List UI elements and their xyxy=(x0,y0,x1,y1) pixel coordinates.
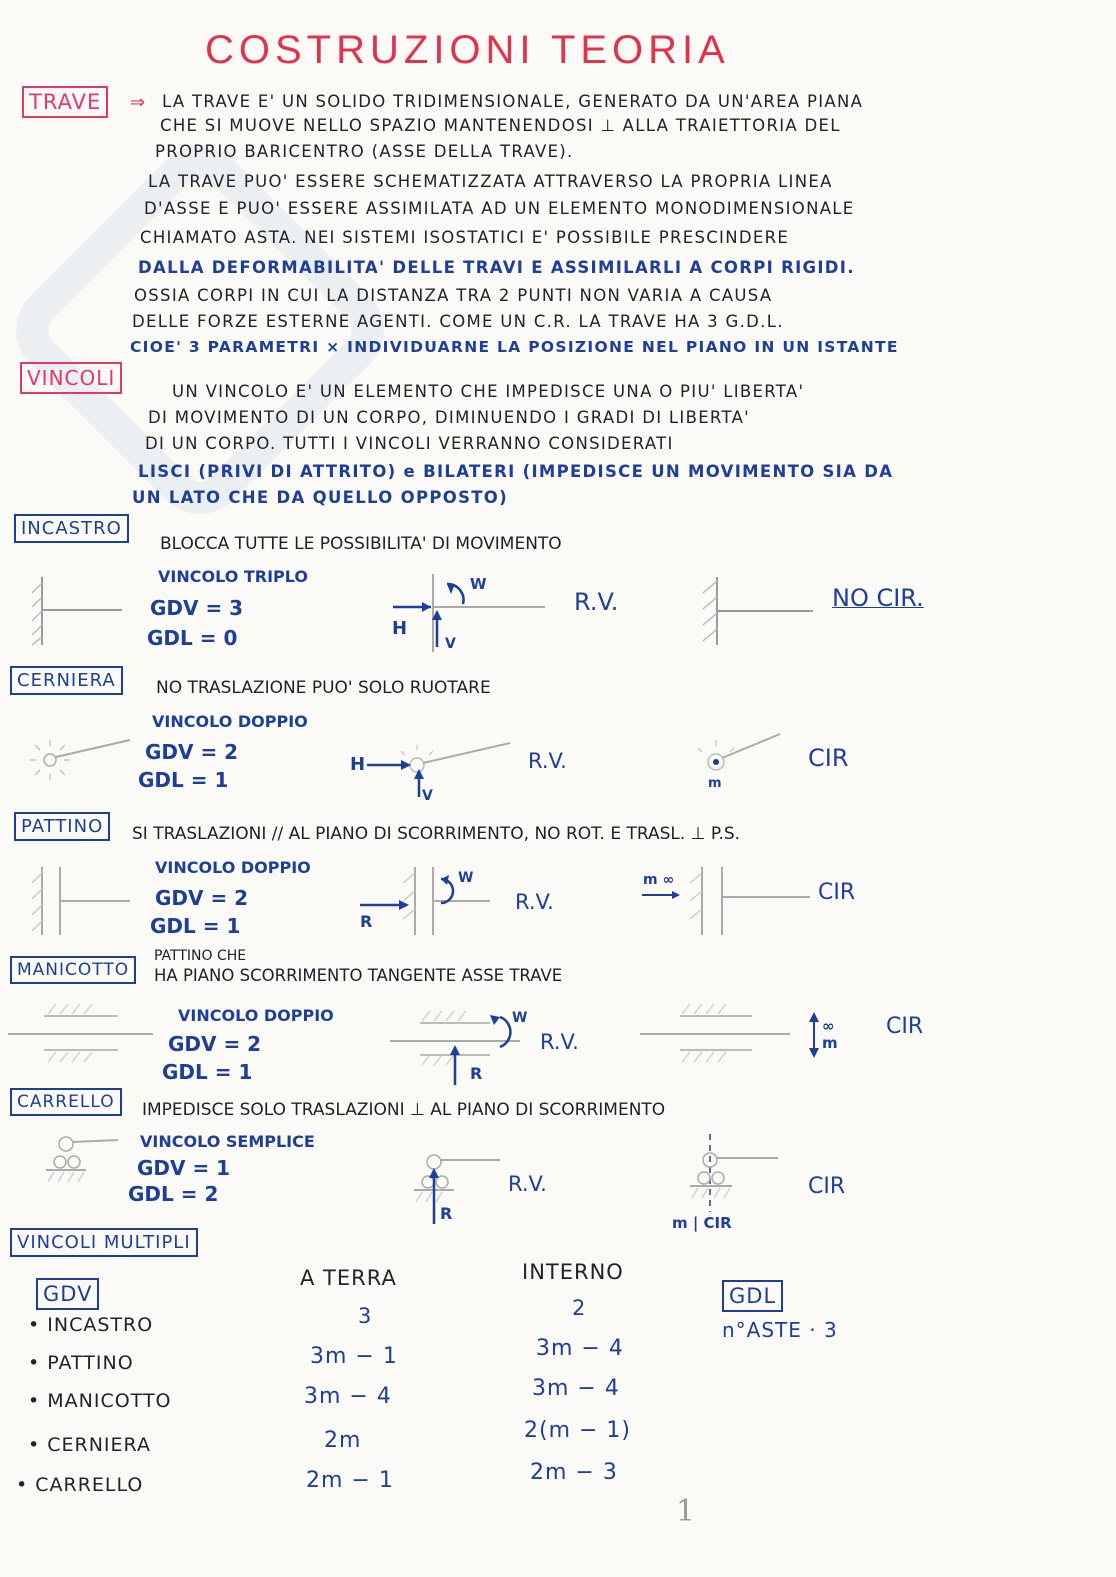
row-manicotto-name: • MANICOTTO xyxy=(28,1390,172,1412)
incastro-force-w: W xyxy=(470,575,487,593)
manicotto-force-w: W xyxy=(512,1010,528,1026)
col-a-terra: A TERRA xyxy=(300,1266,397,1290)
trave-label: TRAVE xyxy=(22,86,108,118)
row-pattino-terra: 3m − 1 xyxy=(310,1344,398,1369)
pattino-cir-sub: m ∞ xyxy=(643,872,675,888)
incastro-label: INCASTRO xyxy=(14,514,129,543)
trave-line-10: CIOE' 3 PARAMETRI × INDIVIDUARNE LA POSIZIONE NEL PIANO IN UN ISTANTE xyxy=(130,338,899,356)
row-pattino-interno: 3m − 4 xyxy=(536,1336,624,1361)
carrello-sketch xyxy=(38,1130,128,1200)
trave-line-7: DALLA DEFORMABILITA' DELLE TRAVI E ASSIMILARLI A CORPI RIGIDI. xyxy=(138,258,855,277)
incastro-cir-sketch xyxy=(695,575,825,650)
manicotto-label: MANICOTTO xyxy=(10,956,136,984)
carrello-gdv: GDV = 1 xyxy=(137,1156,231,1180)
trave-line-5: D'ASSE E PUO' ESSERE ASSIMILATA AD UN ELEMENTO MONODIMENSIONALE xyxy=(144,199,855,218)
cerniera-type: VINCOLO DOPPIO xyxy=(152,712,308,731)
trave-line-2: CHE SI MUOVE NELLO SPAZIO MANTENENDOSI ⊥ ALLA TRAIETTORIA DEL xyxy=(160,116,841,135)
pattino-rv: R.V. xyxy=(515,890,554,914)
incastro-gdv: GDV = 3 xyxy=(150,596,244,620)
manicotto-cir-sub: ∞ m xyxy=(822,1017,838,1052)
pattino-gdl: GDL = 1 xyxy=(150,914,241,938)
manicotto-cir: CIR xyxy=(886,1014,924,1039)
row-cerniera-terra: 2m xyxy=(324,1428,362,1453)
multipli-gdl-formula: n°ASTE · 3 xyxy=(722,1318,838,1342)
manicotto-gdv: GDV = 2 xyxy=(168,1032,262,1056)
vincoli-line-4: LISCI (PRIVI DI ATTRITO) e BILATERI (IMPEDISCE UN MOVIMENTO SIA DA xyxy=(138,462,894,481)
cerniera-force-v: V xyxy=(422,788,433,804)
cerniera-cir-sub: m xyxy=(708,776,722,791)
manicotto-gdl: GDL = 1 xyxy=(162,1060,253,1084)
manicotto-force-r: R xyxy=(470,1064,483,1083)
pattino-type: VINCOLO DOPPIO xyxy=(155,858,311,877)
manicotto-type: VINCOLO DOPPIO xyxy=(178,1006,334,1025)
pattino-rv-sketch xyxy=(355,865,495,940)
cerniera-gdl: GDL = 1 xyxy=(138,768,229,792)
cerniera-cir-sketch xyxy=(690,730,790,795)
page-number: 1 xyxy=(676,1494,696,1529)
carrello-rv: R.V. xyxy=(508,1172,547,1196)
trave-line-4: LA TRAVE PUO' ESSERE SCHEMATIZZATA ATTRAVERSO LA PROPRIA LINEA xyxy=(148,172,833,191)
carrello-type: VINCOLO SEMPLICE xyxy=(140,1132,315,1151)
multipli-gdv-label: GDV xyxy=(36,1278,99,1310)
row-carrello-terra: 2m − 1 xyxy=(306,1468,394,1493)
manicotto-sketch xyxy=(8,1000,158,1070)
vincoli-line-2: DI MOVIMENTO DI UN CORPO, DIMINUENDO I GRADI DI LIBERTA' xyxy=(148,408,750,427)
carrello-force-r: R xyxy=(440,1204,453,1223)
trave-line-3: PROPRIO BARICENTRO (ASSE DELLA TRAVE). xyxy=(155,142,574,161)
row-cerniera-interno: 2(m − 1) xyxy=(524,1418,632,1443)
vincoli-line-5: UN LATO CHE DA QUELLO OPPOSTO) xyxy=(132,488,508,507)
carrello-cir-sketch xyxy=(668,1132,788,1217)
carrello-rv-sketch xyxy=(400,1148,510,1228)
pattino-cir: CIR xyxy=(818,880,856,905)
pattino-label: PATTINO xyxy=(14,812,110,841)
vincoli-line-1: UN VINCOLO E' UN ELEMENTO CHE IMPEDISCE UNA O PIU' LIBERTA' xyxy=(172,382,805,401)
trave-line-1: LA TRAVE E' UN SOLIDO TRIDIMENSIONALE, GENERATO DA UN'AREA PIANA xyxy=(162,92,864,111)
carrello-gdl: GDL = 2 xyxy=(128,1182,219,1206)
trave-arrow: ⇒ xyxy=(130,92,146,113)
row-pattino-name: • PATTINO xyxy=(28,1352,134,1374)
row-manicotto-name-text: MANICOTTO xyxy=(47,1390,172,1412)
vincoli-line-3: DI UN CORPO. TUTTI I VINCOLI VERRANNO CONSIDERATI xyxy=(145,434,674,453)
incastro-force-v: V xyxy=(445,636,456,652)
trave-line-8: OSSIA CORPI IN CUI LA DISTANZA TRA 2 PUNTI NON VARIA A CAUSA xyxy=(134,286,773,305)
cerniera-desc: NO TRASLAZIONE PUO' SOLO RUOTARE xyxy=(156,678,491,698)
carrello-cir: CIR xyxy=(808,1174,846,1199)
carrello-cir-sub: m | CIR xyxy=(672,1214,732,1232)
cerniera-rv: R.V. xyxy=(528,749,567,773)
row-manicotto-interno: 3m − 4 xyxy=(532,1376,620,1401)
manicotto-desc-top: PATTINO CHE xyxy=(154,948,247,964)
row-cerniera-name-text: CERNIERA xyxy=(47,1434,151,1456)
row-incastro-terra: 3 xyxy=(358,1304,373,1328)
manicotto-rv: R.V. xyxy=(540,1030,579,1054)
page-title: COSTRUZIONI TEORIA xyxy=(205,28,730,72)
incastro-rv: R.V. xyxy=(574,588,619,616)
incastro-sketch xyxy=(30,575,130,650)
trave-line-6: CHIAMATO ASTA. NEI SISTEMI ISOSTATICI E' POSSIBILE PRESCINDERE xyxy=(140,228,790,247)
row-cerniera-name: • CERNIERA xyxy=(28,1434,151,1456)
incastro-force-h: H xyxy=(392,618,408,639)
pattino-force-r: R xyxy=(360,912,373,931)
trave-line-9: DELLE FORZE ESTERNE AGENTI. COME UN C.R. LA TRAVE HA 3 G.D.L. xyxy=(132,312,784,331)
multipli-gdl-label: GDL xyxy=(722,1280,783,1312)
incastro-type: VINCOLO TRIPLO xyxy=(158,567,309,586)
carrello-label: CARRELLO xyxy=(10,1088,122,1116)
col-interno: INTERNO xyxy=(522,1260,624,1284)
cerniera-cir: CIR xyxy=(808,744,849,772)
pattino-force-w: W xyxy=(458,870,474,886)
cerniera-label: CERNIERA xyxy=(10,666,123,695)
row-carrello-name: • CARRELLO xyxy=(16,1474,144,1496)
cerniera-force-h: H xyxy=(350,754,366,775)
vincoli-label: VINCOLI xyxy=(20,362,122,394)
incastro-gdl: GDL = 0 xyxy=(147,626,238,650)
carrello-desc: IMPEDISCE SOLO TRASLAZIONI ⊥ AL PIANO DI SCORRIMENTO xyxy=(142,1100,666,1120)
multipli-label: VINCOLI MULTIPLI xyxy=(10,1228,198,1257)
row-carrello-name-text: CARRELLO xyxy=(35,1474,144,1496)
pattino-gdv: GDV = 2 xyxy=(155,886,249,910)
row-incastro-interno: 2 xyxy=(572,1296,587,1320)
row-manicotto-terra: 3m − 4 xyxy=(304,1384,392,1409)
row-incastro-name: • INCASTRO xyxy=(28,1314,154,1336)
cerniera-sketch xyxy=(30,735,140,785)
row-carrello-interno: 2m − 3 xyxy=(530,1460,618,1485)
pattino-desc: SI TRASLAZIONI // AL PIANO DI SCORRIMENTO, NO ROT. E TRASL. ⊥ P.S. xyxy=(132,824,741,844)
incastro-desc: BLOCCA TUTTE LE POSSIBILITA' DI MOVIMENTO xyxy=(160,534,562,554)
cerniera-gdv: GDV = 2 xyxy=(145,740,239,764)
row-pattino-name-text: PATTINO xyxy=(47,1352,134,1374)
row-incastro-name-text: INCASTRO xyxy=(47,1314,154,1336)
pattino-sketch xyxy=(30,865,140,940)
manicotto-desc: HA PIANO SCORRIMENTO TANGENTE ASSE TRAVE xyxy=(154,966,563,985)
incastro-cir: NO CIR. xyxy=(832,584,924,612)
